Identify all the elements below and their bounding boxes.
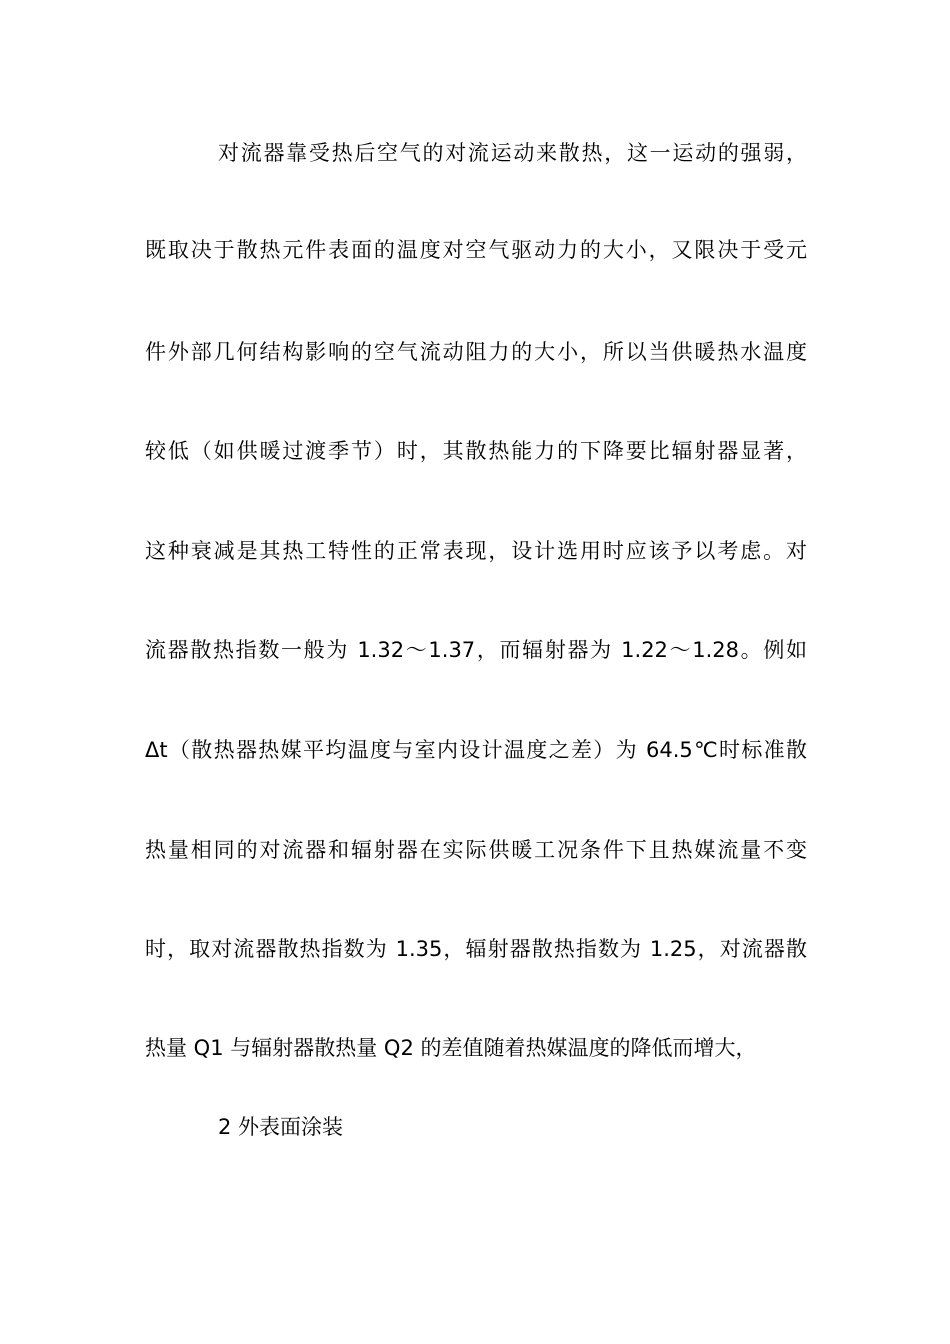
paragraph-line-5: 这种衰减是其热工特性的正常表现，设计选用时应该予以考虑。对 — [145, 539, 807, 563]
paragraph-line-8: 热量相同的对流器和辐射器在实际供暖工况条件下且热媒流量不变 — [145, 838, 807, 862]
paragraph-line-10: 热量 Q1 与辐射器散热量 Q2 的差值随着热媒温度的降低而增大， — [145, 1036, 757, 1060]
paragraph-line-3: 件外部几何结构影响的空气流动阻力的大小，所以当供暖热水温度 — [145, 340, 807, 364]
section-heading: 2 外表面涂装 — [218, 1115, 344, 1139]
paragraph-line-2: 既取决于散热元件表面的温度对空气驱动力的大小，又限决于受元 — [145, 238, 807, 262]
paragraph-line-1: 对流器靠受热后空气的对流运动来散热，这一运动的强弱， — [218, 141, 807, 165]
paragraph-line-7: Δt（散热器热媒平均温度与室内设计温度之差）为 64.5℃时标准散 — [145, 738, 807, 762]
paragraph-line-6: 流器散热指数一般为 1.32～1.37，而辐射器为 1.22～1.28。例如 — [145, 638, 807, 662]
paragraph-line-9: 时，取对流器散热指数为 1.35，辐射器散热指数为 1.25，对流器散 — [145, 937, 807, 961]
paragraph-line-4: 较低（如供暖过渡季节）时，其散热能力的下降要比辐射器显著， — [145, 439, 807, 463]
